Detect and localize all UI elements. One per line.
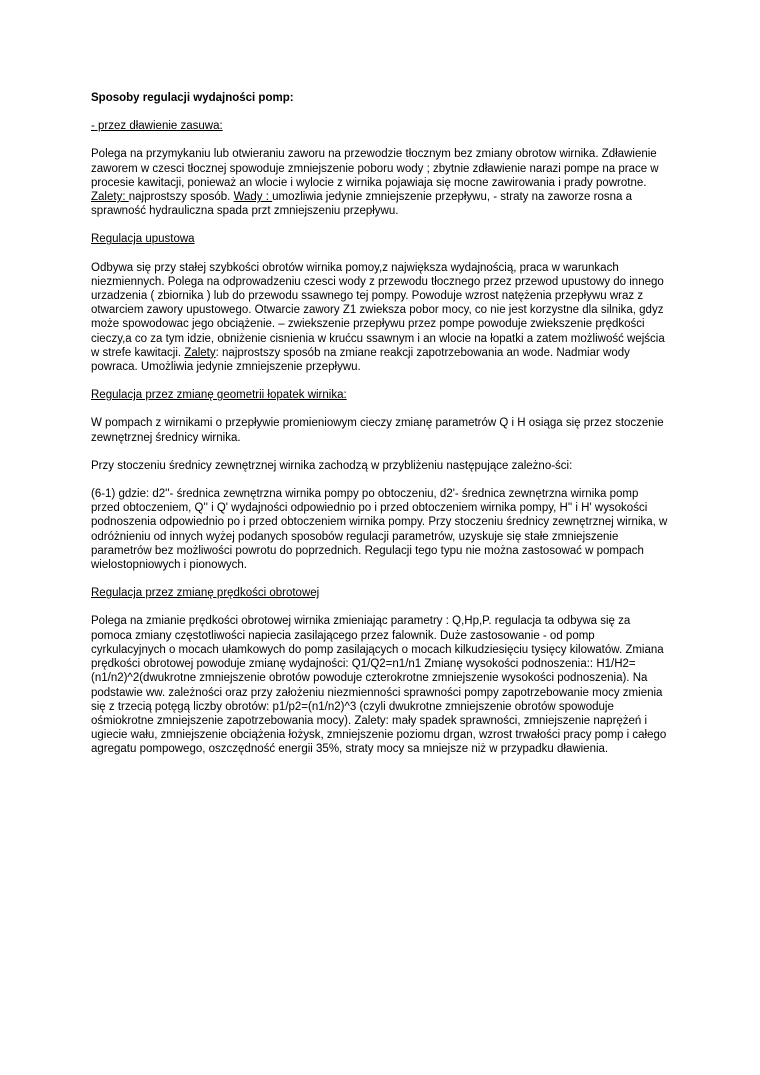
document-title: Sposoby regulacji wydajności pomp: xyxy=(91,92,294,104)
disadvantages-label: Wady : xyxy=(233,191,273,204)
paragraph-text: Odbywa się przy stałej szybkości obrotów wirnika pomoy,z największa wydajnością, praca w warunkach niezmiennych. Polega na odprowadzeniu czesci wody z przewodu tłocznego przez przewod upustowy do innego urzadzenia ( zbiornika ) lub do przewodu ssawnego tej pompy. Powoduje wzrost natężenia przepływu wraz z otwarciem zawory upustowego. Otwarcie zawory Z1 zwieksza pobor mocy, co nie jest korzystne dla silnika, gdyz może spowodowac jego obciążenie. – zwiekszenie przepływu przez pompe powoduje zwiekszenie prędkości cieczy,a co za tym idzie, obniżenie cisnienia w krućcu ssawnym i an wlocie na łopatki a zatem możliwość wejścia w strefe kawitacji. xyxy=(91,261,665,359)
paragraph-text: najprostszy sposób. xyxy=(128,191,234,204)
section-heading-bypass: Regulacja upustowa xyxy=(91,233,195,246)
section-paragraph-impeller-1: W pompach z wirnikami o przepływie promieniowym cieczy zmianę parametrów Q i H osiąga się przez stoczenie zewnętrznej średnicy wirnika. xyxy=(91,417,664,444)
section-paragraph-rotational-speed: Polega na zmianie prędkości obrotowej wirnika zmieniając parametry : Q,Hp,P. regulacja ta odbywa się za pomoca zmiany częstotliwości napiecia zasilającego przez falownik. Duże zastosowanie - od pomp cyrkulacyjnych o mocach ułamkowych do pomp zasilających o mocach kilkudziesięciu tysięcy kilowatów. Zmiana prędkości obrotowej powoduje zmianę wydajności: Q1/Q2=n1/n1 Zmianę wysokości podnoszenia:: H1/H2=(n1/n2)^2(dwukrotne zmniejszenie obrotów powoduje czterokrotne zmniejszenie wysokości podnoszenia). Na podstawie ww. zależności oraz przy założeniu niezmienności sprawności pompy zapotrzebowanie mocy zmienia się z trzecią potęgą liczby obrotów: p1/p2=(n1/n2)^3 (czyli dwukrotne zmniejszenie obrotów spowoduje ośmiokrotne zmniejszenie zapotrzebowania mocy). Zalety: mały spadek sprawności, zmniejszenie naprężeń i ugiecie wału, zmniejszenie obciążenia łożysk, zmniejszenie poziomu drgan, wzrost trwałości pracy pomp i całego agregatu pompowego, oszczędność energii 35%, straty mocy sa mniejsze niż w przypadku dławienia. xyxy=(91,615,667,756)
document-page xyxy=(91,91,669,771)
section-heading-throttling: - przez dławienie zasuwa: xyxy=(91,120,223,133)
paragraph-text: umozliwia jedynie zmniejszenie przepływu, - straty na zaworze rosna a sprawność hydrauliczna spada przt zmniejszeniu przepływu. xyxy=(91,191,632,218)
section-paragraph-impeller-2: Przy stoczeniu średnicy zewnętrznej wirnika zachodzą w przybliżeniu następujące zależno-ści: xyxy=(91,459,573,472)
paragraph-text: : najprostszy sposób na zmiane reakcji zapotrzebowania an wode. Nadmiar wody powraca. Umożliwia jedynie zmniejszenie przepływu. xyxy=(91,346,630,374)
advantages-label: Zalety xyxy=(184,346,216,359)
section-paragraph-throttling xyxy=(91,147,669,218)
section-paragraph-bypass xyxy=(91,261,669,375)
section-paragraph-impeller-3: (6-1) gdzie: d2''- średnica zewnętrzna wirnika pompy po obtoczeniu, d2'- średnica zewnętrzna wirnika pomp przed obtoczeniem, Q'' i Q' wydajności odpowiednio po i przed obtoczeniem wirnika pompy, H'' i H' wysokości podnoszenia odpowiednio po i przed obtoczeniem wirnika pompy. Przy stoczeniu średnicy zewnętrznej wirnika, w odróżnieniu od innych wyżej podanych sposobów regulacji parametrów, uzyskuje się stałe zmniejszenie parametrów bez możliwości powrotu do poprzednich. Regulacji tego typu nie można zastosować w pompach wielostopniowych i pionowych. xyxy=(91,488,668,572)
section-heading-impeller-geometry: Regulacja przez zmianę geometrii łopatek wirnika: xyxy=(91,389,347,402)
section-heading-rotational-speed: Regulacja przez zmianę prędkości obrotowej xyxy=(91,587,320,600)
advantages-label: Zalety: xyxy=(91,191,129,204)
paragraph-text: Polega na przymykaniu lub otwieraniu zaworu na przewodzie tłocznym bez zmiany obrotow wirnika. Zdławienie zaworem w czesci tłocznej spowoduje zmniejszenie poboru wody ; zbytnie zdławienie narazi pompe na prace w procesie kawitacji, ponieważ an wlocie i wylocie z wirnika pojawiaja się mocne zawirowania i prady powrotne. xyxy=(91,148,659,189)
